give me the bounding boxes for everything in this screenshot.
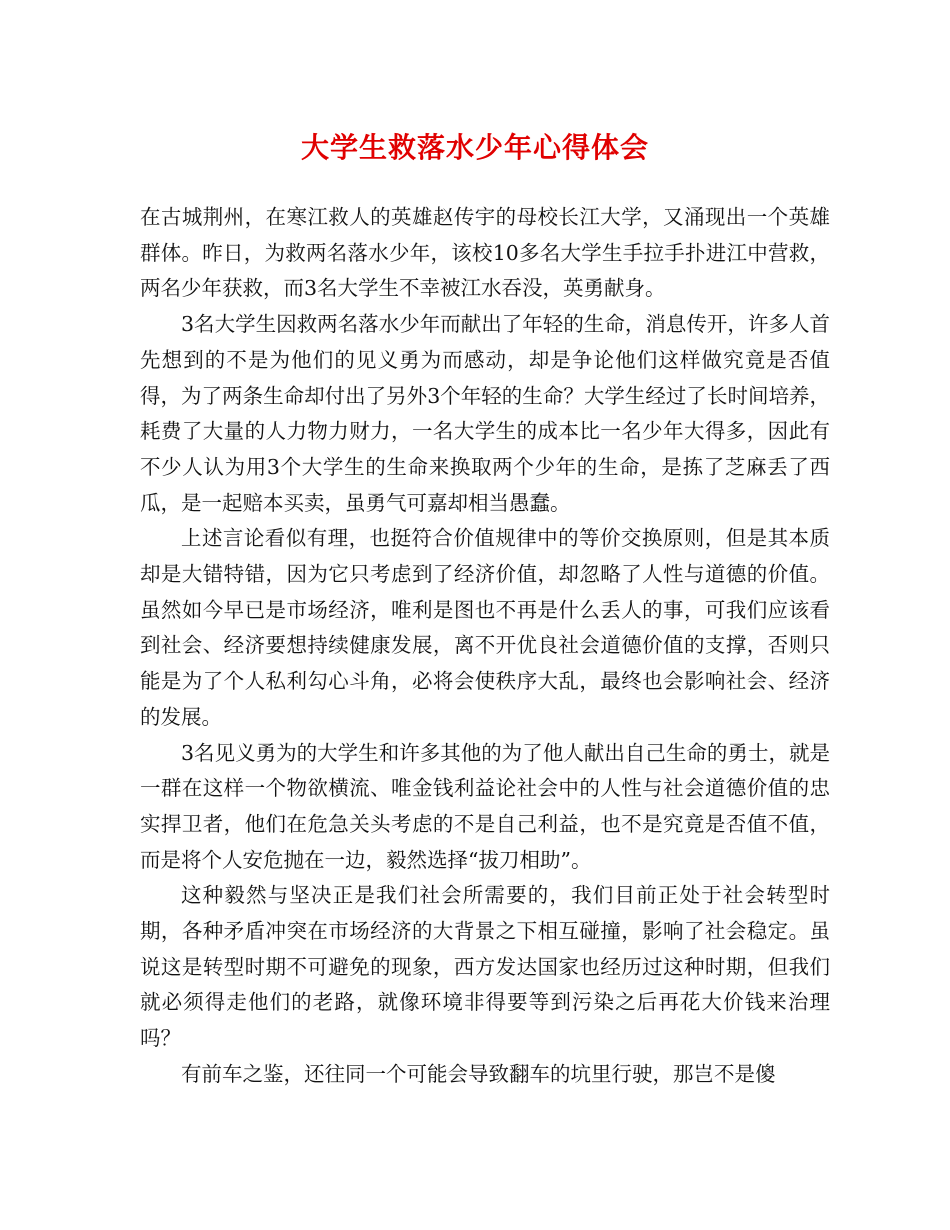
paragraph-6: 有前车之鉴，还往同一个可能会导致翻车的坑里行驶，那岂不是傻 [181,1061,776,1086]
paragraph-3: 上述言论看似有理，也挺符合价值规律中的等价交换原则，但是其本质却是大错特错，因为它只考虑到了经济价值，却忽略了人性与道德的价值。虽然如今早已是市场经济，唯利是图也不再是什么丢人的事，可我们应该看到社会、经济要想持续健康发展，离不开优良社会道德价值的支撑，否则只能是为了个人私利勾心斗角，必将会使秩序大乱，最终也会影响社会、经济的发展。 [140,526,830,729]
document-title: 大学生救落水少年心得体会 [300,131,649,164]
document-body [140,200,830,1093]
paragraph-4: 3名见义勇为的大学生和许多其他的为了他人献出自己生命的勇士，就是一群在这样一个物欲横流、唯金钱利益论社会中的人性与社会道德价值的忠实捍卫者，他们在危急关头考虑的不是自己利益，也不是究竟是否值不值，而是将个人安危抛在一边，毅然选择“拔刀相助”。 [140,740,830,872]
paragraph-1: 在古城荆州，在寒江救人的英雄赵传宇的母校长江大学，又涌现出一个英雄群体。昨日，为救两名落水少年，该校10多名大学生手拉手扑进江中营救，两名少年获救，而3名大学生不幸被江水吞没，英勇献身。 [140,205,830,301]
paragraph-2: 3名大学生因救两名落水少年而献出了年轻的生命，消息传开，许多人首先想到的不是为他们的见义勇为而感动，却是争论他们这样做究竟是否值得，为了两条生命却付出了另外3个年轻的生命？大学生经过了长时间培养，耗费了大量的人力物力财力，一名大学生的成本比一名少年大得多，因此有不少人认为用3个大学生的生命来换取两个少年的生命，是拣了芝麻丢了西瓜，是一起赔本买卖，虽勇气可嘉却相当愚蠢。 [140,312,830,515]
paragraph-5: 这种毅然与坚决正是我们社会所需要的，我们目前正处于社会转型时期，各种矛盾冲突在市场经济的大背景之下相互碰撞，影响了社会稳定。虽说这是转型时期不可避免的现象，西方发达国家也经历过这种时期，但我们就必须得走他们的老路，就像环境非得要等到污染之后再花大价钱来治理吗？ [140,883,830,1051]
